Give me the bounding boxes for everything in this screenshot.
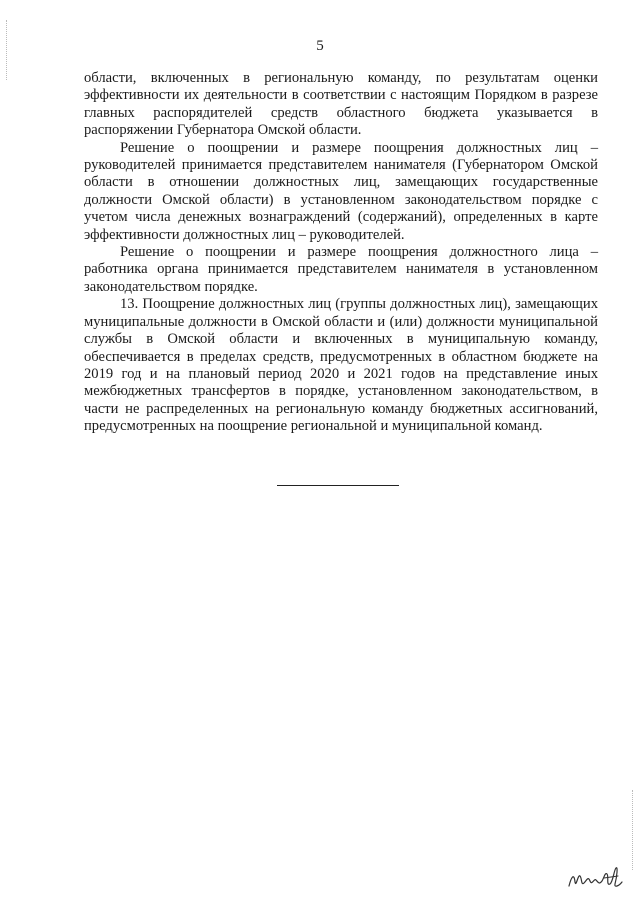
paragraph: области, включенных в региональную команду, по результатам оценки эффективности их деятельности в соответствии с настоящим Порядком в разрезе главных распорядителей средств областного бюджета указывается в распоряжении Губернатора Омской области. [84, 70, 598, 139]
paragraph: Решение о поощрении и размере поощрения должностного лица – работника органа принимается представителем нанимателя в установленном законодательством порядке. [84, 244, 598, 295]
page-number: 5 [316, 38, 324, 54]
scan-edge-mark [632, 790, 634, 870]
paragraph: Решение о поощрении и размере поощрения должностных лиц – руководителей принимается представителем нанимателя (Губернатором Омской области в отношении должностных лиц, замещающих государственные должности Омской области) в установленном законодательством порядке с учетом числа денежных вознаграждений (содержаний), определенных в карте эффективности должностных лиц – руководителей. [84, 139, 598, 243]
paragraph: 13. Поощрение должностных лиц (группы должностных лиц), замещающих муниципальные должности в Омской области и (или) должности муниципальной службы в Омской области и включенных в муниципальную команду, обеспечивается в пределах средств, предусмотренных в областном бюджете на 2019 год и на плановый период 2020 и 2021 годов на представление иных межбюджетных трансфертов в порядке, установленном законодательством, в части не распределенных на региональную команду бюджетных ассигнований, предусмотренных на поощрение региональной и муниципальной команд. [84, 296, 598, 435]
document-body [84, 70, 598, 436]
handwritten-signature-icon [566, 864, 624, 892]
section-divider [277, 485, 399, 486]
